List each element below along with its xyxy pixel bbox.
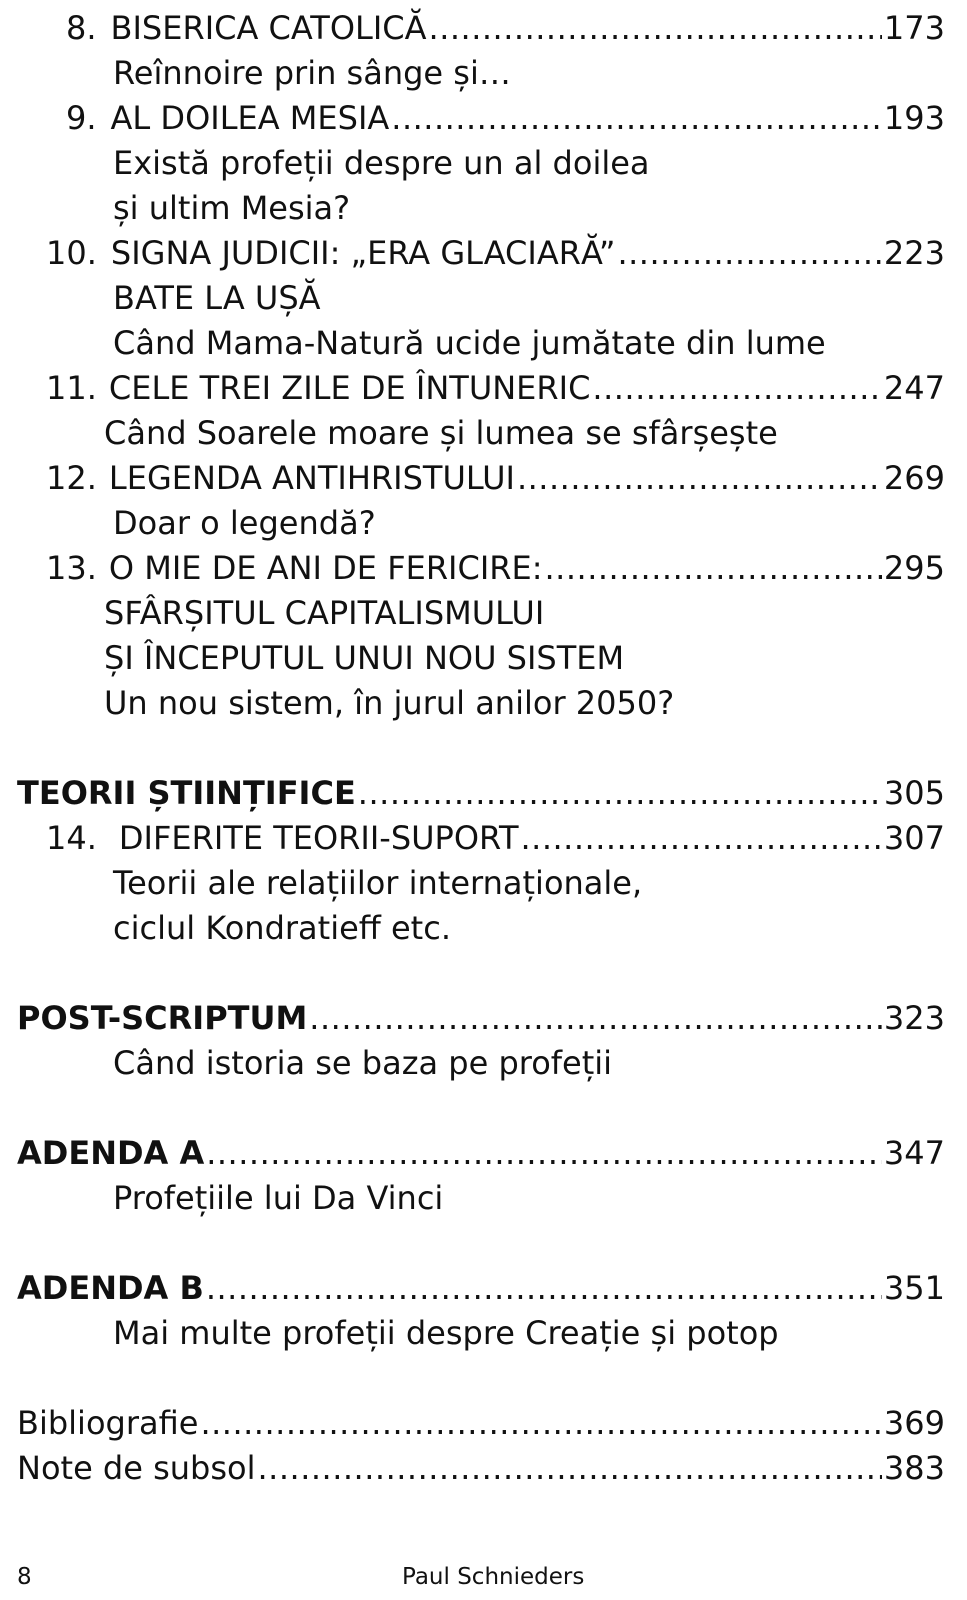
toc-leader-dots [309,995,882,1041]
toc-entry-8-subtitle: Reînnoire prin sânge și… [113,54,511,92]
toc-entry-11 [46,365,945,411]
toc-section-teorii [17,770,945,816]
toc-leader-dots [520,815,881,861]
toc-entry-9 [66,95,945,141]
toc-entry-13-title: O MIE DE ANI DE FERICIRE: [108,549,543,587]
toc-leader-dots [358,770,882,816]
toc-entry-9-number: 9. [66,99,97,137]
toc-section-adenda-a [17,1130,945,1176]
toc-section-adenda-b-page: 351 [883,1269,945,1307]
toc-section-adenda-a-subtitle: Profețiile lui Da Vinci [113,1179,444,1217]
toc-entry-10 [46,230,945,276]
toc-section-adenda-b-title: ADENDA B [17,1269,204,1307]
toc-entry-12-title: LEGENDA ANTIHRISTULUI [108,459,515,497]
toc-section-adenda-a-title: ADENDA A [17,1134,205,1172]
toc-entry-note-page: 383 [883,1449,945,1487]
toc-entry-10-number: 10. [46,234,97,272]
toc-entry-12 [46,455,945,501]
toc-section-postscriptum-title: POST-SCRIPTUM [17,999,308,1037]
toc-entry-9-title: AL DOILEA MESIA [110,99,390,137]
toc-section-adenda-a-page: 347 [883,1134,945,1172]
toc-entry-14-subtitle-2: ciclul Kondratieff etc. [113,909,451,947]
toc-leader-dots [200,1400,881,1446]
toc-leader-dots [258,1445,882,1491]
toc-entry-14-page: 307 [883,819,945,857]
toc-section-teorii-title: TEORII ȘTIINȚIFICE [17,774,356,812]
toc-entry-13-subtitle-1: SFÂRȘITUL CAPITALISMULUI [104,594,545,632]
toc-section-adenda-b-subtitle: Mai multe profeții despre Creație și potop [113,1314,779,1352]
toc-entry-10-page: 223 [883,234,945,272]
toc-entry-9-page: 193 [883,99,945,137]
toc-entry-12-page: 269 [883,459,945,497]
toc-entry-14-subtitle-1: Teorii ale relațiilor internaționale, [113,864,643,902]
toc-entry-13-page: 295 [883,549,945,587]
toc-entry-8 [66,5,945,51]
toc-entry-13-number: 13. [46,549,97,587]
footer-author: Paul Schnieders [402,1564,585,1590]
toc-section-teorii-page: 305 [883,774,945,812]
toc-section-postscriptum-subtitle: Când istoria se baza pe profeții [113,1044,613,1082]
toc-entry-note-title: Note de subsol [17,1449,256,1487]
toc-entry-bibliografie-title: Bibliografie [17,1404,199,1442]
toc-entry-14-number: 14. [46,819,97,857]
toc-leader-dots [391,95,882,141]
toc-entry-8-number: 8. [66,9,97,47]
footer-page-number: 8 [17,1564,32,1590]
toc-entry-11-number: 11. [46,369,97,407]
toc-section-postscriptum-page: 323 [883,999,945,1037]
toc-entry-bibliografie [17,1400,945,1446]
toc-entry-12-subtitle: Doar o legendă? [113,504,376,542]
toc-entry-note [17,1445,945,1491]
toc-entry-8-title: BISERICA CATOLICĂ [110,9,427,47]
toc-section-postscriptum [17,995,945,1041]
toc-entry-bibliografie-page: 369 [883,1404,945,1442]
toc-entry-11-subtitle: Când Soarele moare și lumea se sfârșește [104,414,778,452]
toc-leader-dots [517,455,882,501]
toc-entry-13-subtitle-3: Un nou sistem, în jurul anilor 2050? [104,684,675,722]
toc-entry-9-subtitle-1: Există profeții despre un al doilea [113,144,650,182]
toc-leader-dots [206,1130,882,1176]
toc-section-adenda-b [17,1265,945,1311]
toc-entry-9-subtitle-2: și ultim Mesia? [113,189,351,227]
toc-leader-dots [592,365,882,411]
toc-entry-10-title: SIGNA JUDICII: „ERA GLACIARĂ” [110,234,616,272]
toc-entry-13-subtitle-2: ȘI ÎNCEPUTUL UNUI NOU SISTEM [104,639,625,677]
toc-leader-dots [617,230,881,276]
toc-leader-dots [429,5,882,51]
toc-leader-dots [206,1265,882,1311]
toc-entry-10-subtitle-2: Când Mama-Natură ucide jumătate din lume [113,324,826,362]
toc-entry-10-subtitle-1: BATE LA UȘĂ [113,279,321,317]
toc-entry-14 [46,815,945,861]
toc-entry-14-title: DIFERITE TEORII-SUPORT [118,819,519,857]
toc-entry-12-number: 12. [46,459,97,497]
toc-entry-11-page: 247 [883,369,945,407]
toc-leader-dots [545,545,882,591]
toc-entry-11-title: CELE TREI ZILE DE ÎNTUNERIC [108,369,591,407]
toc-entry-8-page: 173 [883,9,945,47]
toc-entry-13 [46,545,945,591]
